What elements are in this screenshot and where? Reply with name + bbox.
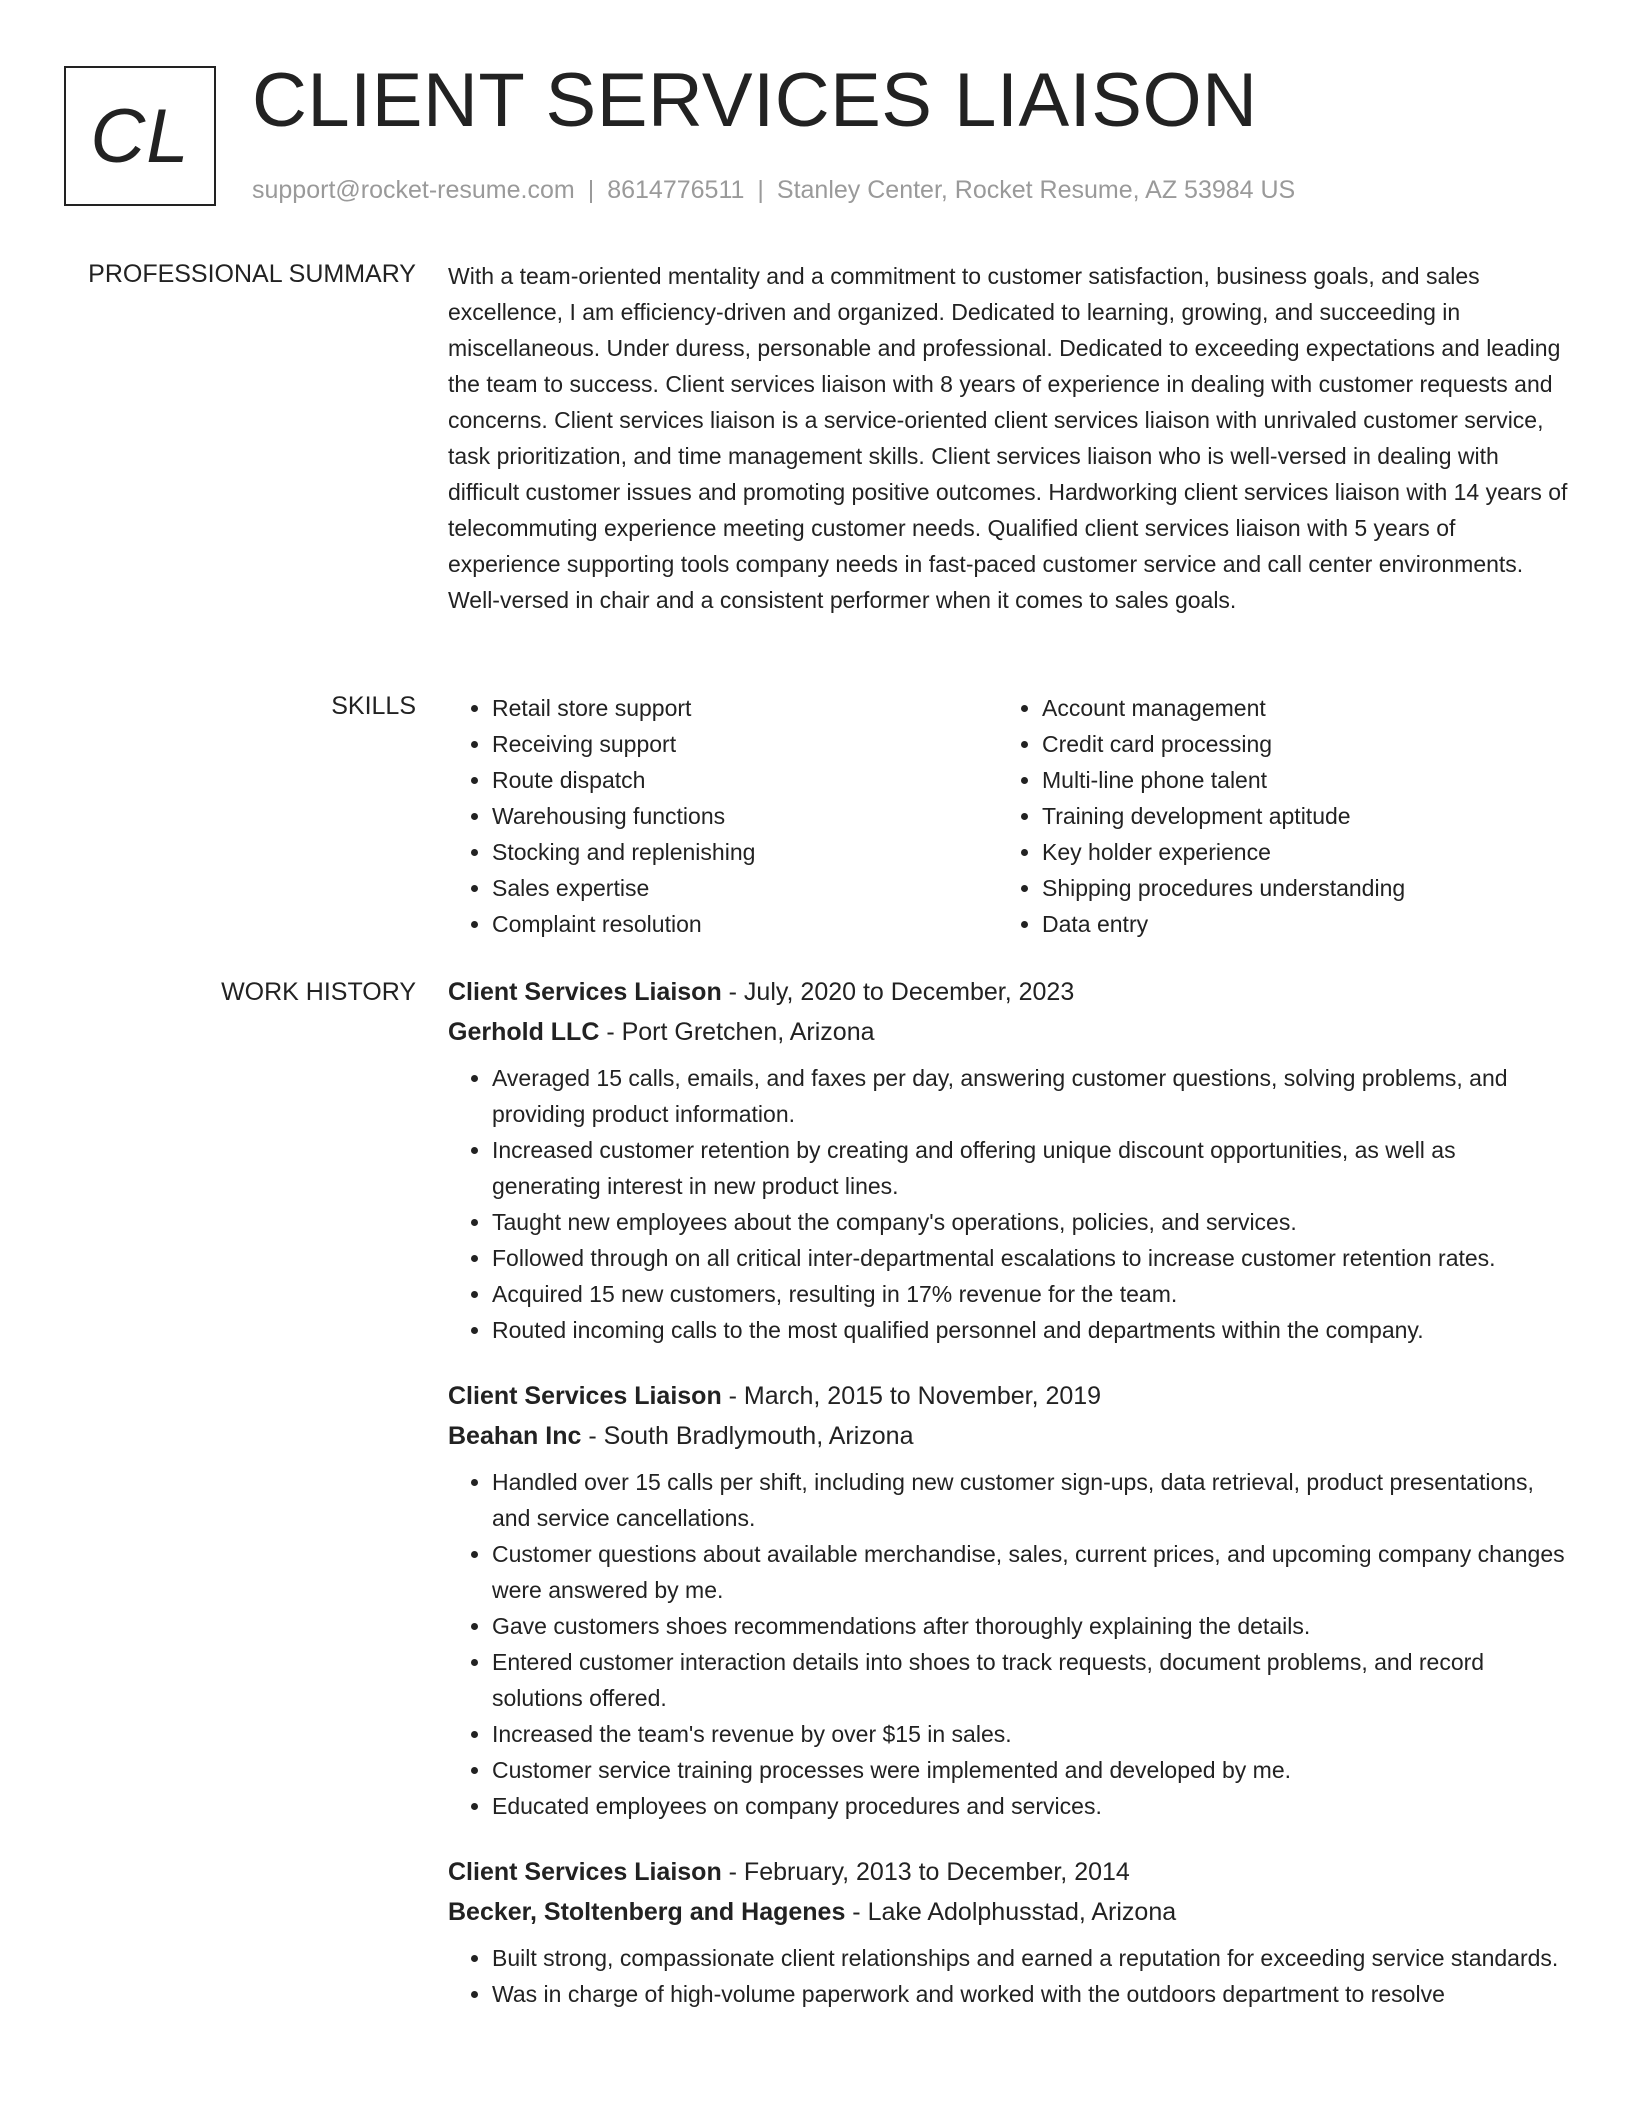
job-company-line xyxy=(448,1892,1568,1932)
contact-separator: | xyxy=(587,176,595,204)
skill-item: • Training development aptitude xyxy=(1042,798,1548,834)
contact-address: Stanley Center, Rocket Resume, AZ 53984 US xyxy=(776,176,1296,204)
job-bullets xyxy=(448,1940,1568,2012)
contact-email[interactable]: support@rocket-resume.com xyxy=(252,176,575,204)
skill-item: • Stocking and replenishing xyxy=(492,834,998,870)
job-dates: - July, 2020 to December, 2023 xyxy=(721,978,1075,1006)
job-dates: - February, 2013 to December, 2014 xyxy=(721,1858,1130,1886)
job-dates: - March, 2015 to November, 2019 xyxy=(721,1382,1102,1410)
job-location: - South Bradlymouth, Arizona xyxy=(581,1422,914,1450)
job-company: Gerhold LLC xyxy=(448,1018,600,1046)
skills-section xyxy=(448,690,1568,942)
skills-list-right xyxy=(998,690,1548,942)
job-bullet: • Increased customer retention by creating and offering unique discount opportunities, as well as generating interest in new product lines. xyxy=(492,1132,1568,1204)
skill-item: • Data entry xyxy=(1042,906,1548,942)
work-history-heading: WORK HISTORY xyxy=(221,978,416,1006)
job-location: - Port Gretchen, Arizona xyxy=(599,1018,875,1046)
job-company-line xyxy=(448,1416,1568,1456)
monogram-box xyxy=(64,66,216,206)
job-bullet: • Gave customers shoes recommendations after thoroughly explaining the details. xyxy=(492,1608,1568,1644)
skill-item: • Retail store support xyxy=(492,690,998,726)
skills-list-left xyxy=(448,690,998,942)
job-bullet: • Averaged 15 calls, emails, and faxes per day, answering customer questions, solving problems, and providing product information. xyxy=(492,1060,1568,1132)
job-bullet: • Customer questions about available merchandise, sales, current prices, and upcoming company changes were answered by me. xyxy=(492,1536,1568,1608)
job-bullet: • Increased the team's revenue by over $15 in sales. xyxy=(492,1716,1568,1752)
skill-item: • Receiving support xyxy=(492,726,998,762)
skill-item: • Warehousing functions xyxy=(492,798,998,834)
resume-title: CLIENT SERVICES LIAISON xyxy=(252,58,1258,143)
skill-item: • Key holder experience xyxy=(1042,834,1548,870)
monogram-initials: CL xyxy=(90,93,190,179)
summary-heading: PROFESSIONAL SUMMARY xyxy=(88,260,416,288)
job-location: - Lake Adolphusstad, Arizona xyxy=(845,1898,1177,1926)
job-company-line xyxy=(448,1012,1568,1052)
skill-item: • Credit card processing xyxy=(1042,726,1548,762)
job-bullet: • Entered customer interaction details into shoes to track requests, document problems, and record solutions offered. xyxy=(492,1644,1568,1716)
job-title-line xyxy=(448,1852,1568,1892)
job-bullet: • Followed through on all critical inter-departmental escalations to increase customer retention rates. xyxy=(492,1240,1568,1276)
job-bullet: • Built strong, compassionate client relationships and earned a reputation for exceeding service standards. xyxy=(492,1940,1568,1976)
job-bullet: • Was in charge of high-volume paperwork and worked with the outdoors department to resolve xyxy=(492,1976,1568,2012)
job-company: Beahan Inc xyxy=(448,1422,582,1450)
contact-separator: | xyxy=(757,176,764,204)
skill-item: • Account management xyxy=(1042,690,1548,726)
job-entry xyxy=(448,1852,1568,2012)
job-title: Client Services Liaison xyxy=(448,1382,722,1410)
job-entry xyxy=(448,972,1568,1348)
skills-heading: SKILLS xyxy=(331,692,416,720)
job-bullet: • Educated employees on company procedures and services. xyxy=(492,1788,1568,1824)
skill-item: • Complaint resolution xyxy=(492,906,998,942)
skill-item: • Sales expertise xyxy=(492,870,998,906)
skill-item: • Multi-line phone talent xyxy=(1042,762,1548,798)
job-bullets xyxy=(448,1464,1568,1824)
job-bullet: • Acquired 15 new customers, resulting in 17% revenue for the team. xyxy=(492,1276,1568,1312)
job-title-line xyxy=(448,972,1568,1012)
job-title: Client Services Liaison xyxy=(448,978,722,1006)
job-bullet: • Routed incoming calls to the most qualified personnel and departments within the company. xyxy=(492,1312,1568,1348)
skill-item: • Shipping procedures understanding xyxy=(1042,870,1548,906)
skill-item: • Route dispatch xyxy=(492,762,998,798)
job-bullets xyxy=(448,1060,1568,1348)
job-bullet: • Handled over 15 calls per shift, including new customer sign-ups, data retrieval, product presentations, and service cancellations. xyxy=(492,1464,1568,1536)
contact-phone[interactable]: 8614776511 xyxy=(607,176,745,204)
job-bullet: • Customer service training processes were implemented and developed by me. xyxy=(492,1752,1568,1788)
work-history-section xyxy=(448,972,1568,2040)
summary-section xyxy=(448,258,1568,618)
job-title-line xyxy=(448,1376,1568,1416)
job-bullet: • Taught new employees about the company's operations, policies, and services. xyxy=(492,1204,1568,1240)
summary-text: With a team-oriented mentality and a commitment to customer satisfaction, business goals, and sales excellence, I am efficiency-driven and organized. Dedicated to learning, growing, and succeeding in miscellaneous. Under duress, personable and professional. Dedicated to exceeding expectations and leading the team to success. Client services liaison with 8 years of experience in dealing with customer requests and concerns. Client services liaison is a service-oriented client services liaison with unrivaled customer service, task prioritization, and time management skills. Client services liaison who is well-versed in dealing with difficult customer issues and promoting positive outcomes. Hardworking client services liaison with 14 years of telecommuting experience meeting customer needs. Qualified client services liaison with 5 years of experience supporting tools company needs in fast-paced customer service and call center environments. Well-versed in chair and a consistent performer when it comes to sales goals. xyxy=(448,263,1568,613)
job-title: Client Services Liaison xyxy=(448,1858,722,1886)
job-company: Becker, Stoltenberg and Hagenes xyxy=(448,1898,846,1926)
job-entry xyxy=(448,1376,1568,1824)
contact-line xyxy=(252,174,1295,206)
